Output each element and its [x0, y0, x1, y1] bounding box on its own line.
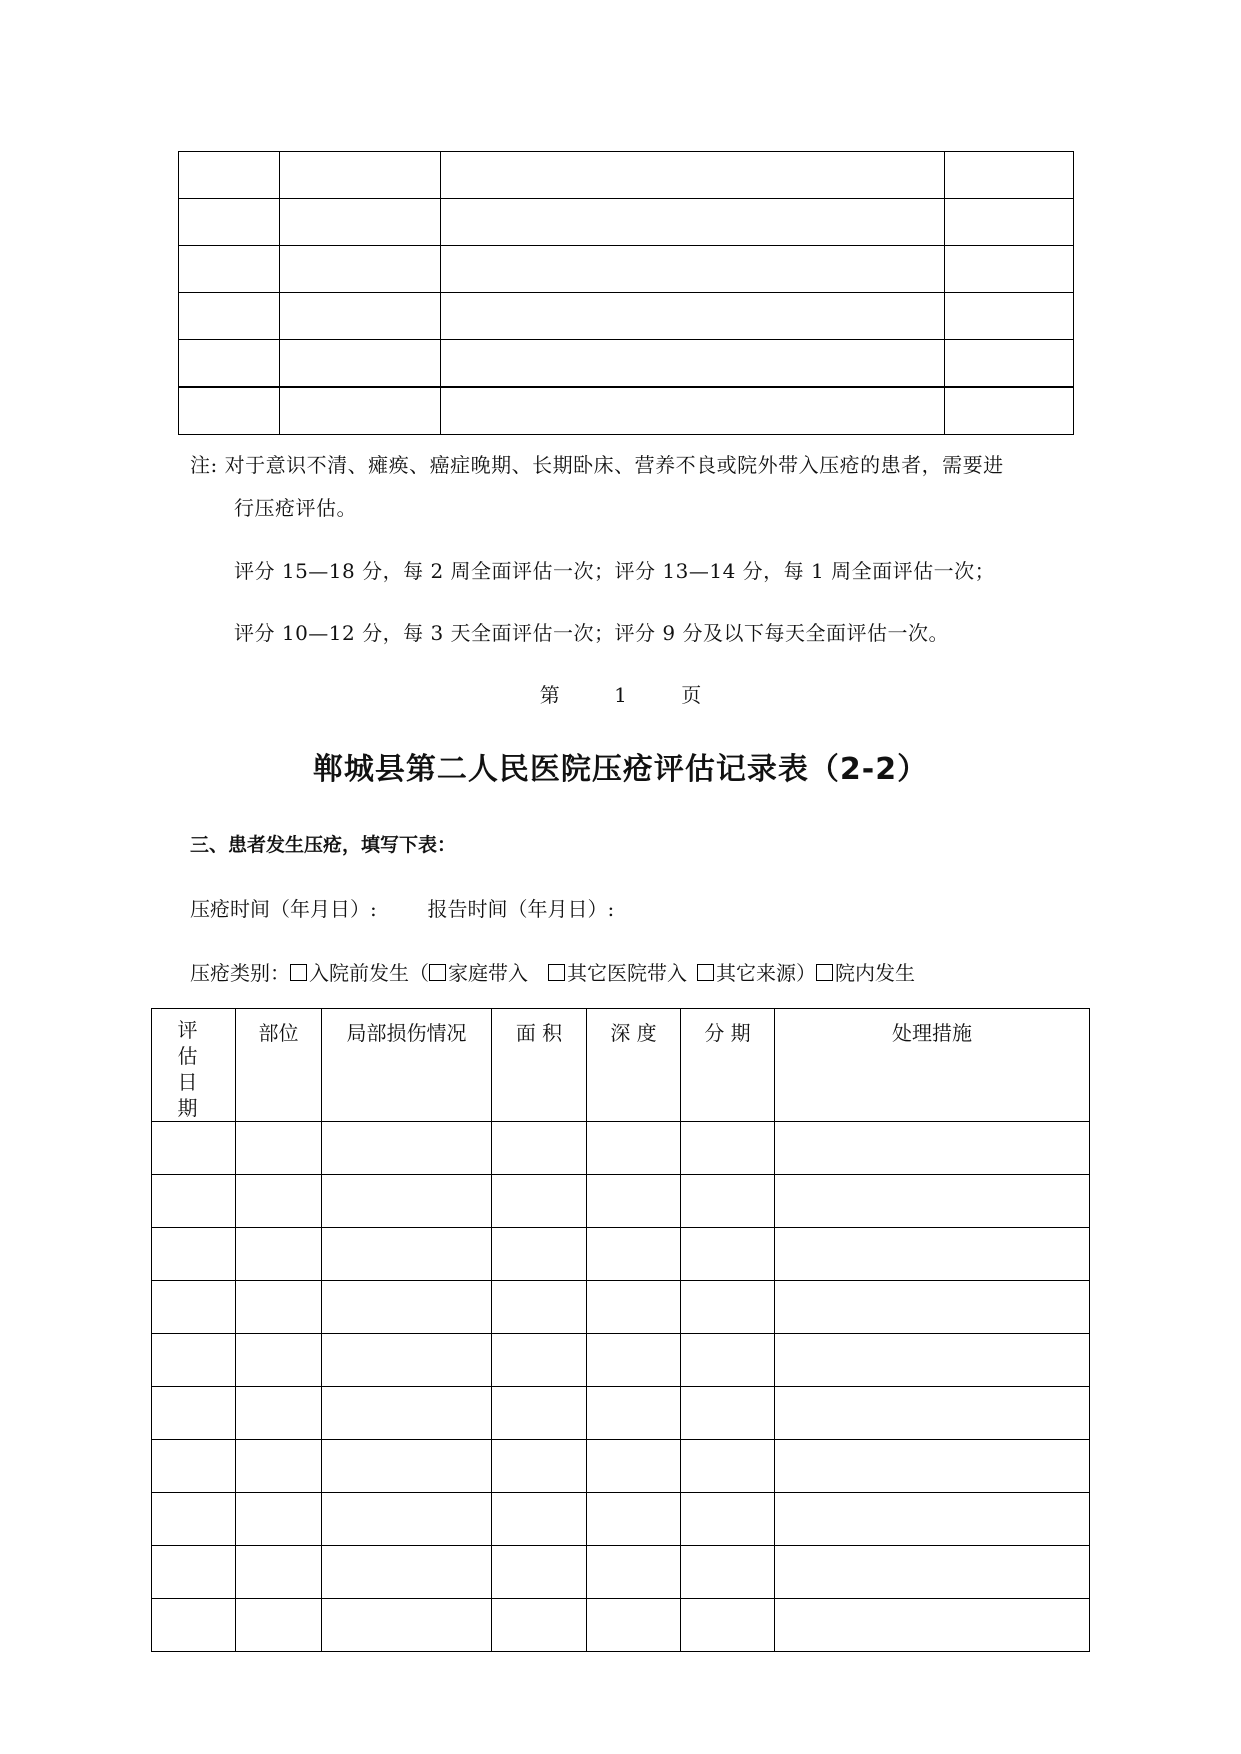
table-cell[interactable]	[775, 1228, 1090, 1281]
top-table-cell[interactable]	[280, 293, 441, 340]
table-cell[interactable]	[587, 1122, 681, 1175]
top-table-row	[179, 293, 1074, 340]
table-cell[interactable]	[681, 1599, 775, 1652]
top-table-row	[179, 246, 1074, 293]
table-cell[interactable]	[492, 1440, 587, 1493]
top-table-row	[179, 199, 1074, 246]
table-cell[interactable]	[492, 1546, 587, 1599]
table-cell[interactable]	[322, 1546, 492, 1599]
table-cell[interactable]	[775, 1281, 1090, 1334]
table-cell[interactable]	[775, 1440, 1090, 1493]
note-line-4: 评分 10—12 分，每 3 天全面评估一次；评分 9 分及以下每天全面评估一次。	[234, 621, 949, 645]
table-cell[interactable]	[236, 1334, 322, 1387]
top-table-cell[interactable]	[441, 152, 945, 199]
table-cell[interactable]	[236, 1599, 322, 1652]
top-table-cell[interactable]	[441, 387, 945, 435]
table-cell[interactable]	[236, 1387, 322, 1440]
note-line-1: 注: 对于意识不清、瘫痪、癌症晚期、长期卧床、营养不良或院外带入压疮的患者，需要进	[190, 453, 1004, 477]
note-line-3: 评分 15—18 分，每 2 周全面评估一次；评分 13—14 分，每 1 周全面评估一次；	[234, 559, 996, 583]
page-number	[0, 679, 1241, 708]
page-number-prefix: 第	[539, 683, 560, 707]
option-home: 家庭带入	[448, 961, 528, 985]
header-measures: 处理措施	[775, 1009, 1090, 1122]
table-cell[interactable]	[236, 1281, 322, 1334]
table-row	[152, 1493, 1090, 1546]
table-cell[interactable]	[492, 1387, 587, 1440]
table-cell[interactable]	[681, 1228, 775, 1281]
top-table-row	[179, 152, 1074, 199]
table-row	[152, 1175, 1090, 1228]
table-cell[interactable]	[236, 1493, 322, 1546]
header-date: 评 估 日 期	[152, 1009, 236, 1122]
table-cell[interactable]	[322, 1228, 492, 1281]
checkbox-other-source[interactable]	[697, 964, 714, 981]
table-row	[152, 1440, 1090, 1493]
checkbox-before-admission[interactable]	[290, 964, 307, 981]
table-cell[interactable]	[492, 1281, 587, 1334]
table-cell[interactable]	[236, 1122, 322, 1175]
table-cell[interactable]	[681, 1387, 775, 1440]
table-row	[152, 1546, 1090, 1599]
top-table-cell[interactable]	[945, 246, 1074, 293]
pressure-sore-record-table	[151, 1008, 1090, 1652]
header-area: 面 积	[492, 1009, 587, 1122]
top-table-cell[interactable]	[179, 152, 280, 199]
page-number-value: 1	[614, 683, 627, 707]
top-table	[178, 151, 1074, 435]
top-table-cell[interactable]	[179, 387, 280, 435]
checkbox-home[interactable]	[429, 964, 446, 981]
time-line	[190, 893, 614, 922]
option-in-hospital: 院内发生	[835, 961, 915, 985]
table-cell[interactable]	[236, 1228, 322, 1281]
page-title: 郸城县第二人民医院压疮评估记录表（2-2）	[312, 752, 929, 787]
table-cell[interactable]	[236, 1440, 322, 1493]
top-table-cell[interactable]	[945, 199, 1074, 246]
category-line	[190, 957, 915, 986]
table-cell[interactable]	[587, 1546, 681, 1599]
table-cell[interactable]	[152, 1281, 236, 1334]
table-cell[interactable]	[775, 1334, 1090, 1387]
table-cell[interactable]	[775, 1175, 1090, 1228]
table-cell[interactable]	[681, 1546, 775, 1599]
top-table-cell[interactable]	[945, 293, 1074, 340]
top-table-cell[interactable]	[945, 387, 1074, 435]
table-row	[152, 1281, 1090, 1334]
table-cell[interactable]	[775, 1122, 1090, 1175]
table-cell[interactable]	[322, 1440, 492, 1493]
top-table-cell[interactable]	[280, 340, 441, 388]
table-row	[152, 1228, 1090, 1281]
table-cell[interactable]	[587, 1387, 681, 1440]
table-cell[interactable]	[681, 1440, 775, 1493]
table-cell[interactable]	[775, 1546, 1090, 1599]
table-cell[interactable]	[236, 1546, 322, 1599]
category-label: 压疮类别：	[190, 961, 290, 985]
table-cell[interactable]	[681, 1334, 775, 1387]
table-cell[interactable]	[492, 1334, 587, 1387]
table-cell[interactable]	[587, 1334, 681, 1387]
table-cell[interactable]	[587, 1228, 681, 1281]
checkbox-in-hospital[interactable]	[816, 964, 833, 981]
top-table-cell[interactable]	[179, 293, 280, 340]
table-header-row	[152, 1009, 1090, 1122]
table-cell[interactable]	[152, 1387, 236, 1440]
table-cell[interactable]	[152, 1334, 236, 1387]
page-number-suffix: 页	[681, 683, 702, 707]
table-row	[152, 1334, 1090, 1387]
table-cell[interactable]	[775, 1599, 1090, 1652]
table-row	[152, 1122, 1090, 1175]
table-cell[interactable]	[492, 1175, 587, 1228]
table-cell[interactable]	[152, 1546, 236, 1599]
table-cell[interactable]	[775, 1387, 1090, 1440]
top-table-cell[interactable]	[441, 293, 945, 340]
top-table-cell[interactable]	[280, 387, 441, 435]
option-other-source: 其它来源）	[716, 961, 816, 985]
note-line-2: 行压疮评估。	[234, 496, 357, 520]
table-cell[interactable]	[587, 1440, 681, 1493]
table-row	[152, 1387, 1090, 1440]
table-cell[interactable]	[152, 1599, 236, 1652]
header-local-damage: 局部损伤情况	[322, 1009, 492, 1122]
sore-time-label: 压疮时间（年月日）:	[190, 897, 377, 921]
header-stage: 分 期	[681, 1009, 775, 1122]
table-cell[interactable]	[236, 1175, 322, 1228]
table-cell[interactable]	[492, 1493, 587, 1546]
table-cell[interactable]	[152, 1175, 236, 1228]
option-other-hospital: 其它医院带入	[567, 961, 687, 985]
table-cell[interactable]	[681, 1175, 775, 1228]
top-table-cell[interactable]	[179, 246, 280, 293]
top-table-row	[179, 387, 1074, 435]
table-cell[interactable]	[152, 1122, 236, 1175]
top-table-cell[interactable]	[945, 152, 1074, 199]
report-time-label: 报告时间（年月日）:	[427, 897, 615, 921]
table-cell[interactable]	[322, 1493, 492, 1546]
checkbox-other-hospital[interactable]	[548, 964, 565, 981]
table-row	[152, 1599, 1090, 1652]
table-cell[interactable]	[587, 1493, 681, 1546]
table-cell[interactable]	[492, 1599, 587, 1652]
table-cell[interactable]	[322, 1281, 492, 1334]
table-cell[interactable]	[587, 1281, 681, 1334]
top-table-row	[179, 340, 1074, 388]
top-table-cell[interactable]	[280, 246, 441, 293]
table-cell[interactable]	[587, 1175, 681, 1228]
table-cell[interactable]	[152, 1228, 236, 1281]
top-table-cell[interactable]	[280, 199, 441, 246]
table-cell[interactable]	[322, 1175, 492, 1228]
table-cell[interactable]	[322, 1334, 492, 1387]
table-cell[interactable]	[492, 1228, 587, 1281]
table-cell[interactable]	[322, 1599, 492, 1652]
top-table-cell[interactable]	[945, 340, 1074, 388]
top-table-cell[interactable]	[280, 152, 441, 199]
table-cell[interactable]	[152, 1493, 236, 1546]
top-table-cell[interactable]	[441, 246, 945, 293]
header-depth: 深 度	[587, 1009, 681, 1122]
option-before-admission: 入院前发生（	[309, 961, 429, 985]
table-cell[interactable]	[492, 1122, 587, 1175]
table-cell[interactable]	[322, 1122, 492, 1175]
top-table-cell[interactable]	[441, 340, 945, 388]
top-table-cell[interactable]	[179, 199, 280, 246]
table-cell[interactable]	[681, 1122, 775, 1175]
table-cell[interactable]	[152, 1440, 236, 1493]
section-heading: 三、患者发生压疮，填写下表：	[190, 834, 457, 856]
table-cell[interactable]	[322, 1387, 492, 1440]
table-cell[interactable]	[681, 1281, 775, 1334]
header-site: 部位	[236, 1009, 322, 1122]
table-cell[interactable]	[681, 1493, 775, 1546]
table-cell[interactable]	[587, 1599, 681, 1652]
top-table-cell[interactable]	[179, 340, 280, 388]
top-table-cell[interactable]	[441, 199, 945, 246]
table-cell[interactable]	[775, 1493, 1090, 1546]
